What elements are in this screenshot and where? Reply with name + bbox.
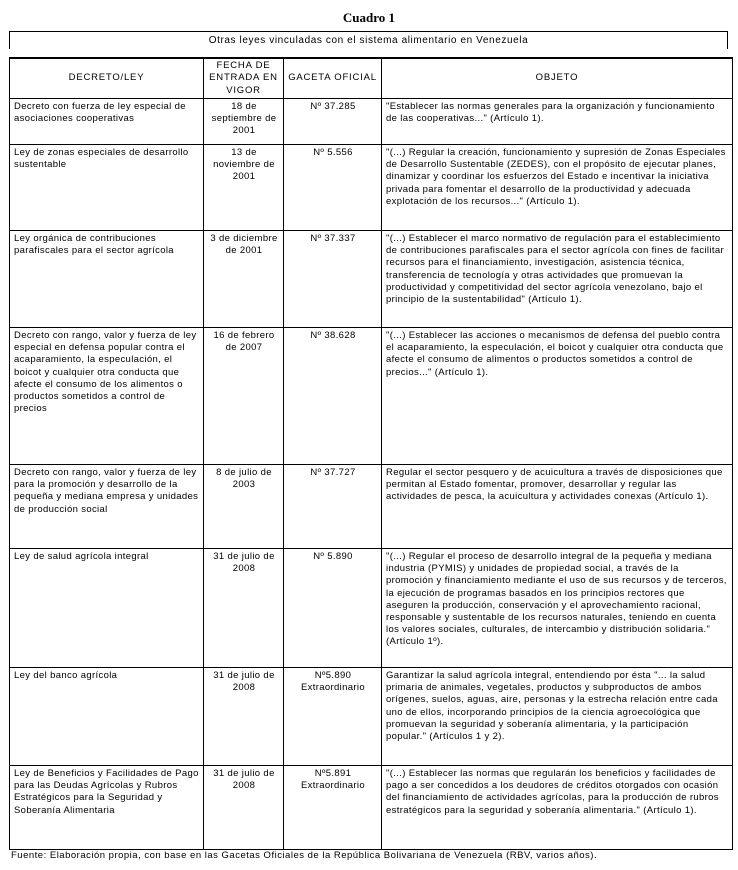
cell-decreto: Ley del banco agrícola — [10, 668, 204, 766]
table-title: Cuadro 1 — [342, 10, 396, 25]
table-header-row — [10, 58, 733, 99]
source-note: Fuente: Elaboración propia, con base en las Gacetas Oficiales de la República Bolivariana de Venezuela (RBV, varios años). — [11, 850, 598, 861]
cell-gaceta: Nº 37.337 — [284, 231, 382, 328]
table-row — [10, 465, 733, 549]
cell-objeto: "Establecer las normas generales para la organización y funcionamiento de las cooperativas..." (Artículo 1). — [382, 99, 733, 145]
table-row — [10, 99, 733, 145]
cell-decreto: Decreto con fuerza de ley especial de asociaciones cooperativas — [10, 99, 204, 145]
cell-decreto: Ley de salud agrícola integral — [10, 549, 204, 668]
cell-decreto: Decreto con rango, valor y fuerza de ley para la promoción y desarrollo de la pequeña y mediana empresa y unidades de producción social — [10, 465, 204, 549]
cell-fecha: 31 de julio de 2008 — [204, 668, 284, 766]
header-objeto: OBJETO — [382, 58, 733, 99]
cell-objeto: "(...) Regular el proceso de desarrollo integral de la pequeña y mediana industria (PYMIS) y unidades de propiedad social, a través de la promoción y financiamiento mediante el uso de sus recursos y de terceros, la ejecución de programas basados en los principios rectores que aseguren la producción, conservación y el aprovechamiento racional, responsable y sustentable de los recursos naturales, teniendo en cuenta los valores sociales, culturales, de intercambio y distribución solidaria." (Artículo 1º). — [382, 549, 733, 668]
cell-gaceta: Nº 5.556 — [284, 145, 382, 231]
table-subtitle: Otras leyes vinculadas con el sistema alimentario en Venezuela — [9, 31, 728, 49]
cell-objeto: "(...) Establecer las acciones o mecanismos de defensa del pueblo contra el acaparamiento, la especulación, el boicot y cualquier otra conducta que afecte el consumo de alimentos o productos sometidos a control de precios..." (Artículo 1). — [382, 328, 733, 465]
cell-objeto: "(...) Establecer el marco normativo de regulación para el establecimiento de contribuciones parafiscales para el sector agrícola con fines de facilitar recursos para el financiamiento, investigación, asistencia técnica, transferencia de tecnología y otras actividades que promuevan la productividad y competitividad del sector agrícola venezolano, bajo el principio de la sustentabilidad" (Artículo 1). — [382, 231, 733, 328]
cell-gaceta: Nº 38.628 — [284, 328, 382, 465]
cell-objeto: "(...) Regular la creación, funcionamiento y supresión de Zonas Especiales de Desarrollo Sustentable (ZEDES), con el propósito de ejecutar planes, dinamizar y coordinar los esfuerzos del Estado e incentivar la iniciativa privada para fomentar el desarrollo de la productividad y adecuada explotación de los recursos..." (Artículo 1). — [382, 145, 733, 231]
table-row — [10, 328, 733, 465]
cell-fecha: 13 de noviembre de 2001 — [204, 145, 284, 231]
cell-gaceta: Nº5.891 Extraordinario — [284, 766, 382, 850]
table-row — [10, 231, 733, 328]
cell-gaceta: Nº 5.890 — [284, 549, 382, 668]
header-fecha: FECHA DE ENTRADA EN VIGOR — [204, 58, 284, 99]
laws-table — [9, 57, 733, 850]
cell-objeto: Garantizar la salud agrícola integral, entendiendo por ésta "... la salud primaria de animales, vegetales, productos y subproductos de ambos orígenes, suelos, aguas, aire, personas y la estrecha relación entre cada uno de ellos, incorporando principios de la ciencia agroecológica que promuevan la seguridad y soberanía alimentaria, y la participación popular." (Artículos 1 y 2). — [382, 668, 733, 766]
header-decreto: DECRETO/LEY — [10, 58, 204, 99]
cell-gaceta: Nº 37.727 — [284, 465, 382, 549]
cell-gaceta: Nº 37.285 — [284, 99, 382, 145]
cell-gaceta: Nº5.890 Extraordinario — [284, 668, 382, 766]
cell-fecha: 8 de julio de 2003 — [204, 465, 284, 549]
header-gaceta: GACETA OFICIAL — [284, 58, 382, 99]
table-row — [10, 145, 733, 231]
cell-fecha: 18 de septiembre de 2001 — [204, 99, 284, 145]
cell-fecha: 31 de julio de 2008 — [204, 549, 284, 668]
cell-objeto: Regular el sector pesquero y de acuicultura a través de disposiciones que permitan al Estado fomentar, promover, desarrollar y regular las actividades de pesca, la acuicultura y actividades conexas (Artículo 1). — [382, 465, 733, 549]
cell-objeto: "(...) Establecer las normas que regularán los beneficios y facilidades de pago a ser concedidos a los deudores de créditos otorgados con ocasión del financiamiento de actividades agrícolas, para la producción de rubros estratégicos para la seguridad y soberanía alimentaria." (Artículo 1). — [382, 766, 733, 850]
cell-fecha: 31 de julio de 2008 — [204, 766, 284, 850]
cell-decreto: Decreto con rango, valor y fuerza de ley especial en defensa popular contra el acaparamiento, la especulación, el boicot y cualquier otra conducta que afecte el consumo de los alimentos o productos sometidos a control de precios — [10, 328, 204, 465]
cell-fecha: 16 de febrero de 2007 — [204, 328, 284, 465]
table-row — [10, 766, 733, 850]
cell-decreto: Ley de Beneficios y Facilidades de Pago para las Deudas Agrícolas y Rubros Estratégicos para la Seguridad y Soberanía Alimentaria — [10, 766, 204, 850]
cell-decreto: Ley orgánica de contribuciones parafiscales para el sector agrícola — [10, 231, 204, 328]
cell-decreto: Ley de zonas especiales de desarrollo sustentable — [10, 145, 204, 231]
table-row — [10, 549, 733, 668]
cell-fecha: 3 de diciembre de 2001 — [204, 231, 284, 328]
table-row — [10, 668, 733, 766]
